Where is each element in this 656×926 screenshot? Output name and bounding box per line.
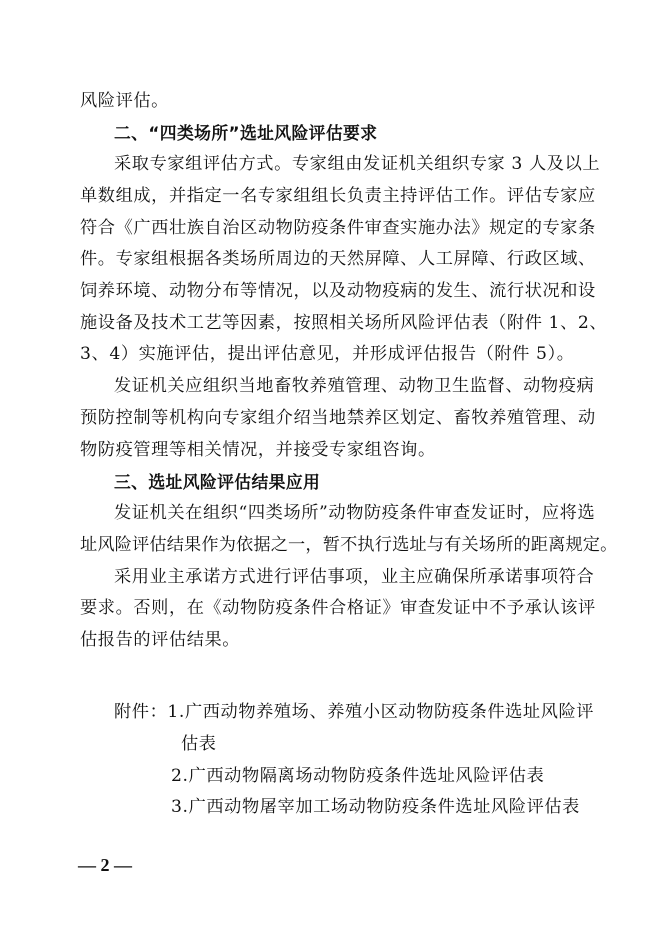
paragraph-line: 采用业主承诺方式进行评估事项，业主应确保所承诺事项符合 — [114, 567, 595, 587]
paragraph-line: 风险评估。 — [80, 91, 169, 111]
paragraph-line: 要求。否则，在《动物防疫条件合格证》审查发证中不予承认该评 — [80, 598, 596, 618]
paragraph-line: 估报告的评估结果。 — [80, 630, 241, 650]
paragraph-line: 址风险评估结果作为依据之一，暂不执行选址与有关场所的距离规定。 — [80, 535, 618, 555]
paragraph-line: 物防疫管理等相关情况，并接受专家组咨询。 — [80, 440, 436, 460]
paragraph-line: 单数组成，并指定一名专家组组长负责主持评估工作。评估专家应 — [80, 186, 596, 206]
paragraph-line: 采取专家组评估方式。专家组由发证机关组织专家 3 人及以上 — [114, 154, 601, 174]
paragraph-line: 施设备及技术工艺等因素，按照相关场所风险评估表（附件 1、2、 — [80, 313, 608, 333]
attachment-item: 2.广西动物隔离场动物防疫条件选址风险评估表 — [171, 766, 545, 786]
section-heading: 二、“四类场所”选址风险评估要求 — [114, 123, 378, 143]
paragraph-line: 饲养环境、动物分布等情况，以及动物疫病的发生、流行状况和设 — [80, 281, 596, 301]
attachment-item: 估表 — [181, 734, 217, 754]
paragraph-line: 发证机关应组织当地畜牧养殖管理、动物卫生监督、动物疫病 — [114, 376, 595, 396]
section-heading: 三、选址风险评估结果应用 — [114, 472, 321, 492]
paragraph-line: 3、4）实施评估，提出评估意见，并形成评估报告（附件 5）。 — [80, 344, 575, 364]
attachment-item: 3.广西动物屠宰加工场动物防疫条件选址风险评估表 — [171, 797, 580, 817]
page-number: — 2 — — [78, 855, 132, 875]
paragraph-line: 件。专家组根据各类场所周边的天然屏障、人工屏障、行政区域、 — [80, 249, 596, 269]
paragraph-line: 发证机关在组织“四类场所”动物防疫条件审查发证时，应将选 — [114, 503, 596, 523]
paragraph-line: 预防控制等机构向专家组介绍当地禁养区划定、畜牧养殖管理、动 — [80, 408, 596, 428]
paragraph-line: 符合《广西壮族自治区动物防疫条件审查实施办法》规定的专家条 — [80, 218, 596, 238]
attachment-item: 附件：1.广西动物养殖场、养殖小区动物防疫条件选址风险评 — [114, 702, 595, 722]
